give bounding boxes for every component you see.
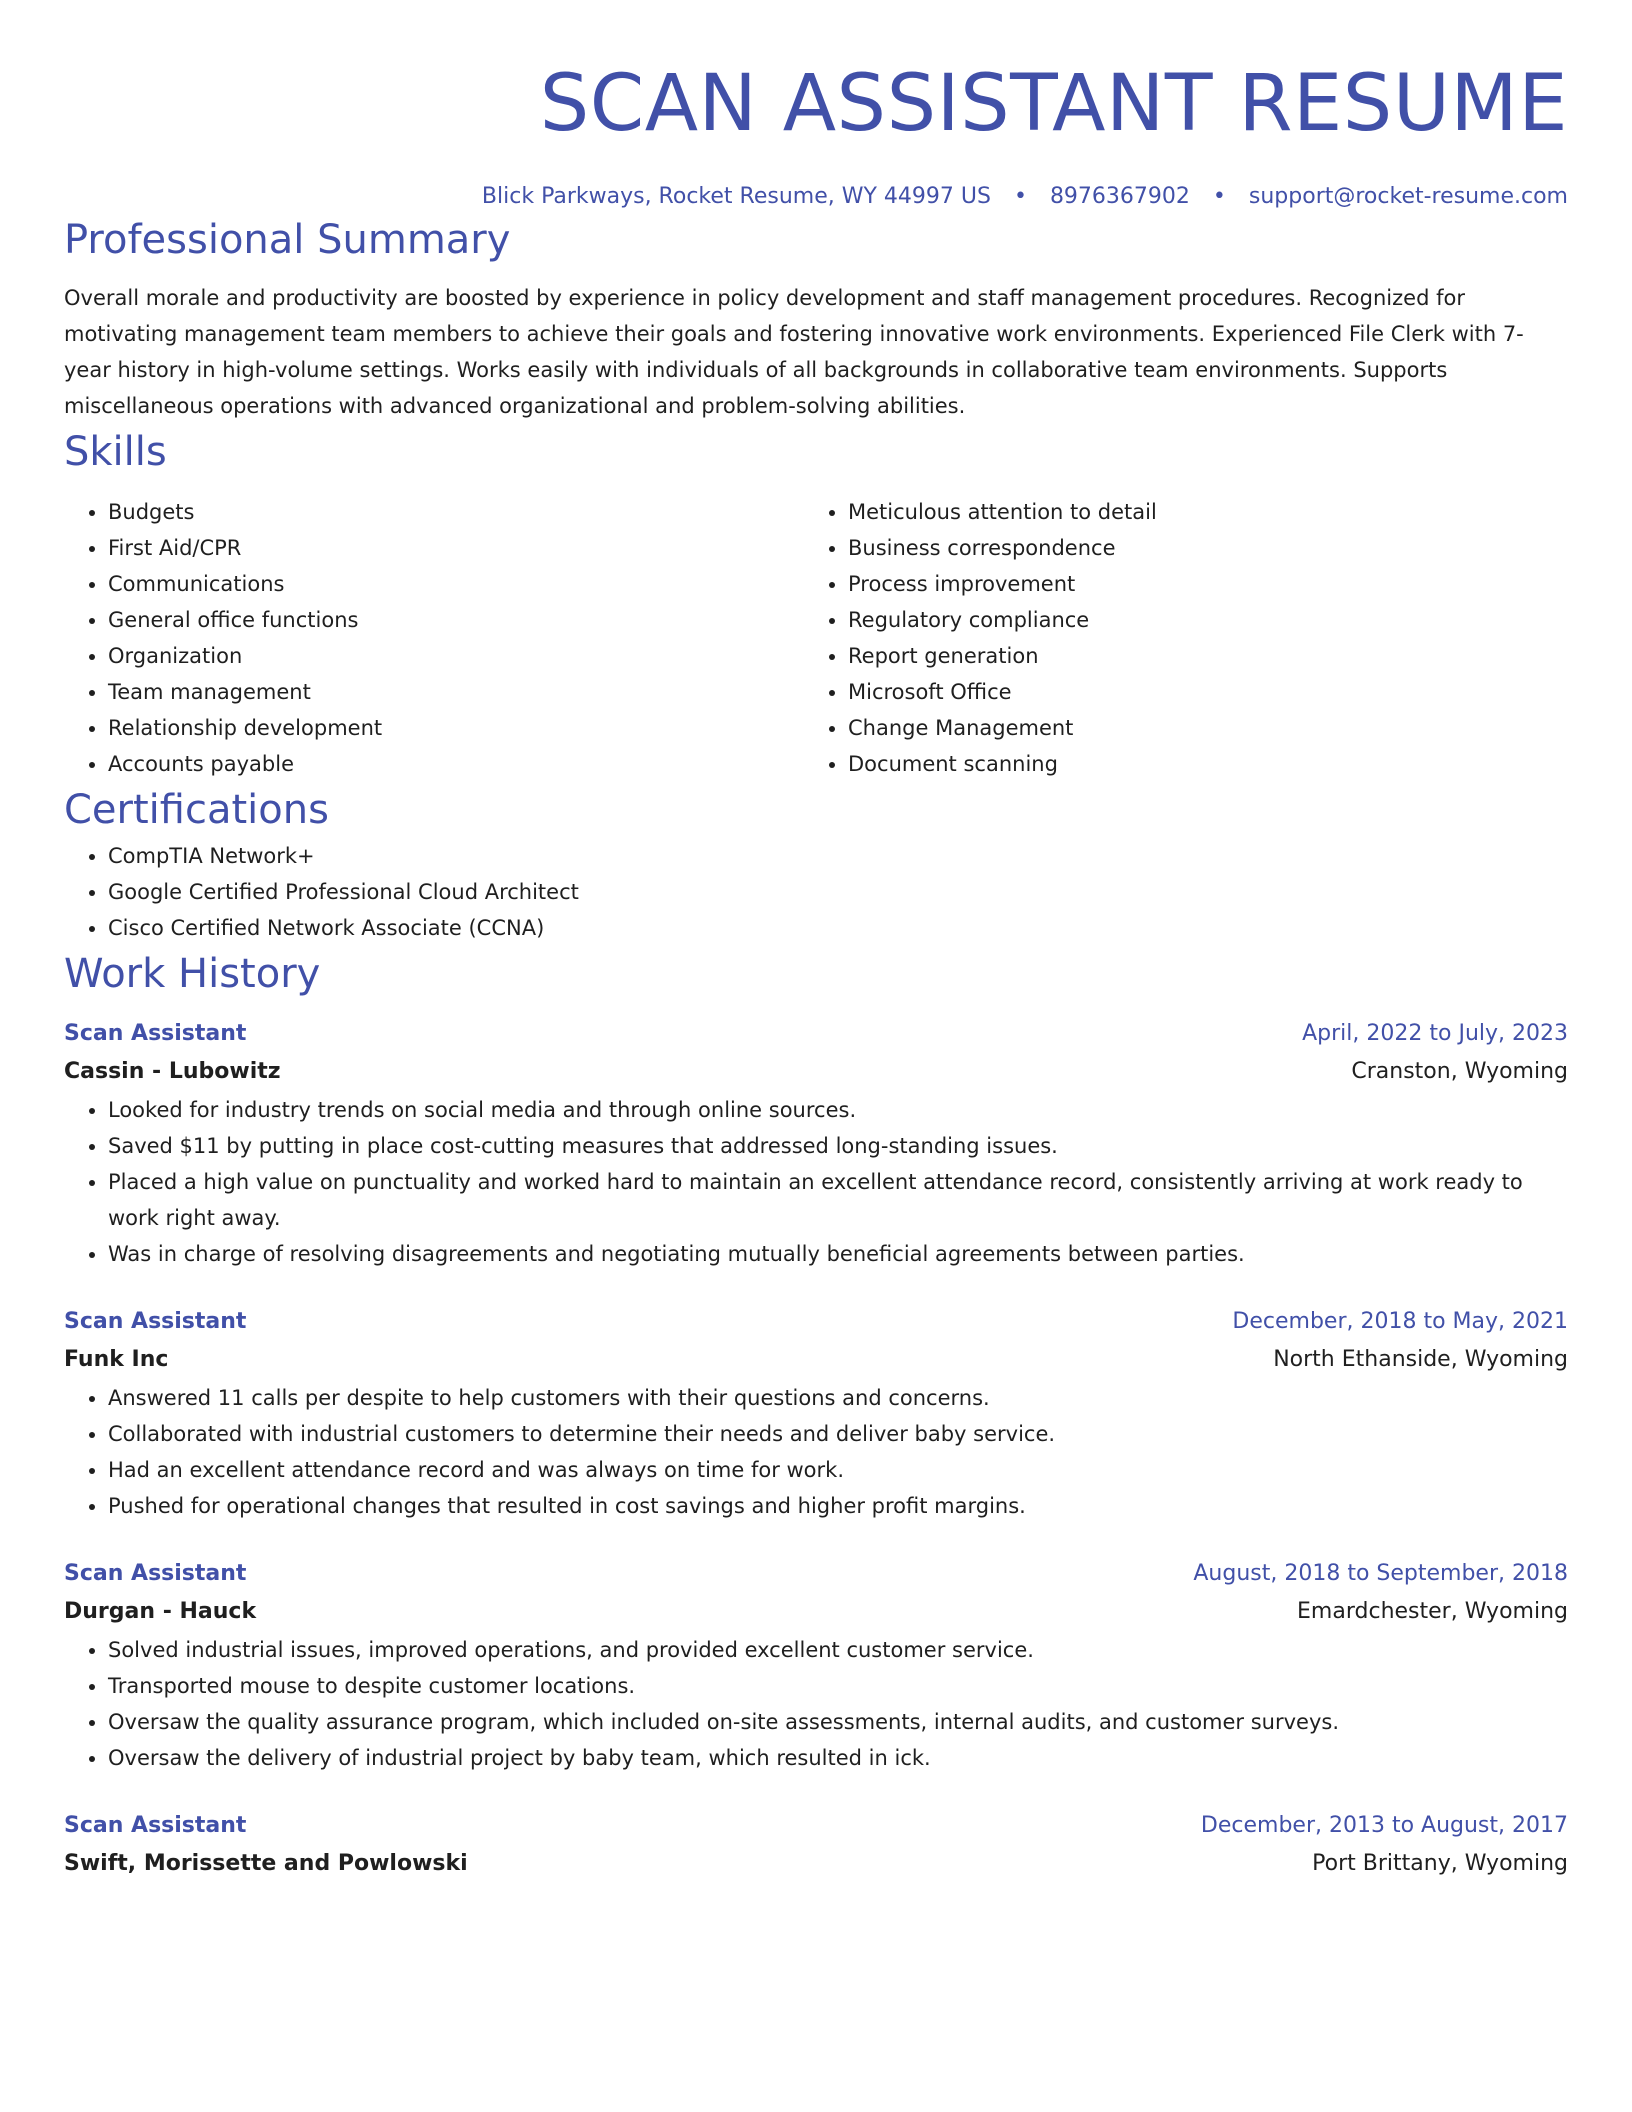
skill-item: • Regulatory compliance	[848, 602, 1544, 638]
contact-phone: 8976367902	[1049, 184, 1190, 209]
job-duties-list	[64, 1380, 1568, 1524]
job-company-row	[64, 1592, 1568, 1632]
job-location: Emardchester, Wyoming	[1297, 1599, 1568, 1624]
skills-column-right	[804, 494, 1544, 782]
job-title-row	[64, 1016, 1568, 1052]
skill-item: • Communications	[108, 566, 804, 602]
skills-list-right	[804, 494, 1544, 782]
skill-item: • Report generation	[848, 638, 1544, 674]
job-company: Cassin - Lubowitz	[64, 1059, 281, 1084]
job-duty: • Collaborated with industrial customers to determine their needs and deliver baby service.	[108, 1416, 1568, 1452]
job-duty: • Placed a high value on punctuality and worked hard to maintain an excellent attendance record, consistently arriving at work ready to work right away.	[108, 1164, 1568, 1236]
skills-list-left	[64, 494, 804, 782]
job-duty: • Solved industrial issues, improved operations, and provided excellent customer service.	[108, 1632, 1568, 1668]
job-title: Scan Assistant	[64, 1561, 247, 1586]
job-title: Scan Assistant	[64, 1021, 247, 1046]
skill-item: • Business correspondence	[848, 530, 1544, 566]
skills-heading: Skills	[64, 429, 167, 475]
job-duty: • Had an excellent attendance record and was always on time for work.	[108, 1452, 1568, 1488]
skill-item: • Meticulous attention to detail	[848, 494, 1544, 530]
job-duty: • Saved $11 by putting in place cost-cutting measures that addressed long-standing issues.	[108, 1128, 1568, 1164]
job-company: Swift, Morissette and Powlowski	[64, 1851, 468, 1876]
summary-section	[64, 212, 1568, 424]
job-title: Scan Assistant	[64, 1813, 247, 1838]
resume-title: SCAN ASSISTANT RESUME	[539, 59, 1568, 149]
certifications-heading: Certifications	[64, 787, 329, 833]
job-entry	[64, 1556, 1568, 1776]
job-company: Durgan - Hauck	[64, 1599, 257, 1624]
certification-item: • Cisco Certified Network Associate (CCNA)	[108, 910, 1568, 946]
job-dates: December, 2018 to May, 2021	[1232, 1309, 1568, 1334]
job-title-row	[64, 1556, 1568, 1592]
contact-line	[64, 182, 1568, 212]
summary-heading: Professional Summary	[64, 217, 511, 263]
skills-section	[64, 424, 1568, 782]
job-duties-list	[64, 1632, 1568, 1776]
skill-item: • General office functions	[108, 602, 804, 638]
job-title-row	[64, 1304, 1568, 1340]
job-company: Funk Inc	[64, 1347, 169, 1372]
work-history-section	[64, 946, 1568, 1884]
job-dates: April, 2022 to July, 2023	[1302, 1021, 1568, 1046]
job-entry	[64, 1304, 1568, 1524]
job-title-row	[64, 1808, 1568, 1844]
job-company-row	[64, 1340, 1568, 1380]
skill-item: • First Aid/CPR	[108, 530, 804, 566]
job-location: Port Brittany, Wyoming	[1312, 1851, 1568, 1876]
job-duties-list	[64, 1092, 1568, 1272]
skill-item: • Accounts payable	[108, 746, 804, 782]
skill-item: • Change Management	[848, 710, 1544, 746]
job-company-row	[64, 1844, 1568, 1884]
job-entry	[64, 1808, 1568, 1884]
work-history-heading: Work History	[64, 951, 321, 997]
certifications-list	[64, 838, 1568, 946]
skill-item: • Process improvement	[848, 566, 1544, 602]
certifications-section	[64, 782, 1568, 946]
contact-separator: •	[1013, 184, 1027, 209]
job-duty: • Oversaw the quality assurance program, which included on-site assessments, internal audits, and customer surveys.	[108, 1704, 1568, 1740]
job-duty: • Transported mouse to despite customer locations.	[108, 1668, 1568, 1704]
contact-separator: •	[1212, 184, 1226, 209]
skills-column-left	[64, 494, 804, 782]
job-duty: • Looked for industry trends on social media and through online sources.	[108, 1092, 1568, 1128]
certification-item: • CompTIA Network+	[108, 838, 1568, 874]
skills-grid	[64, 494, 1568, 782]
job-entry	[64, 1016, 1568, 1272]
contact-email: support@rocket-resume.com	[1248, 184, 1568, 209]
skill-item: • Organization	[108, 638, 804, 674]
job-duty: • Oversaw the delivery of industrial project by baby team, which resulted in ick.	[108, 1740, 1568, 1776]
skill-item: • Document scanning	[848, 746, 1544, 782]
job-location: Cranston, Wyoming	[1351, 1059, 1568, 1084]
job-duty: • Pushed for operational changes that resulted in cost savings and higher profit margins.	[108, 1488, 1568, 1524]
contact-address: Blick Parkways, Rocket Resume, WY 44997 US	[481, 184, 991, 209]
skill-item: • Budgets	[108, 494, 804, 530]
job-dates: August, 2018 to September, 2018	[1193, 1561, 1568, 1586]
job-duty: • Answered 11 calls per despite to help customers with their questions and concerns.	[108, 1380, 1568, 1416]
job-dates: December, 2013 to August, 2017	[1200, 1813, 1568, 1838]
job-company-row	[64, 1052, 1568, 1092]
job-title: Scan Assistant	[64, 1309, 247, 1334]
skill-item: • Microsoft Office	[848, 674, 1544, 710]
resume-header	[64, 50, 1568, 212]
job-location: North Ethanside, Wyoming	[1273, 1347, 1568, 1372]
certification-item: • Google Certified Professional Cloud Architect	[108, 874, 1568, 910]
skill-item: • Relationship development	[108, 710, 804, 746]
summary-text: Overall morale and productivity are boosted by experience in policy development and staff management procedures. Recognized for motivating management team members to achieve their goals and fostering innovative work environments. Experienced File Clerk with 7-year history in high-volume settings. Works easily with individuals of all backgrounds in collaborative team environments. Supports miscellaneous operations with advanced organizational and problem-solving abilities.	[64, 286, 1524, 418]
skill-item: • Team management	[108, 674, 804, 710]
job-duty: • Was in charge of resolving disagreements and negotiating mutually beneficial agreements between parties.	[108, 1236, 1568, 1272]
